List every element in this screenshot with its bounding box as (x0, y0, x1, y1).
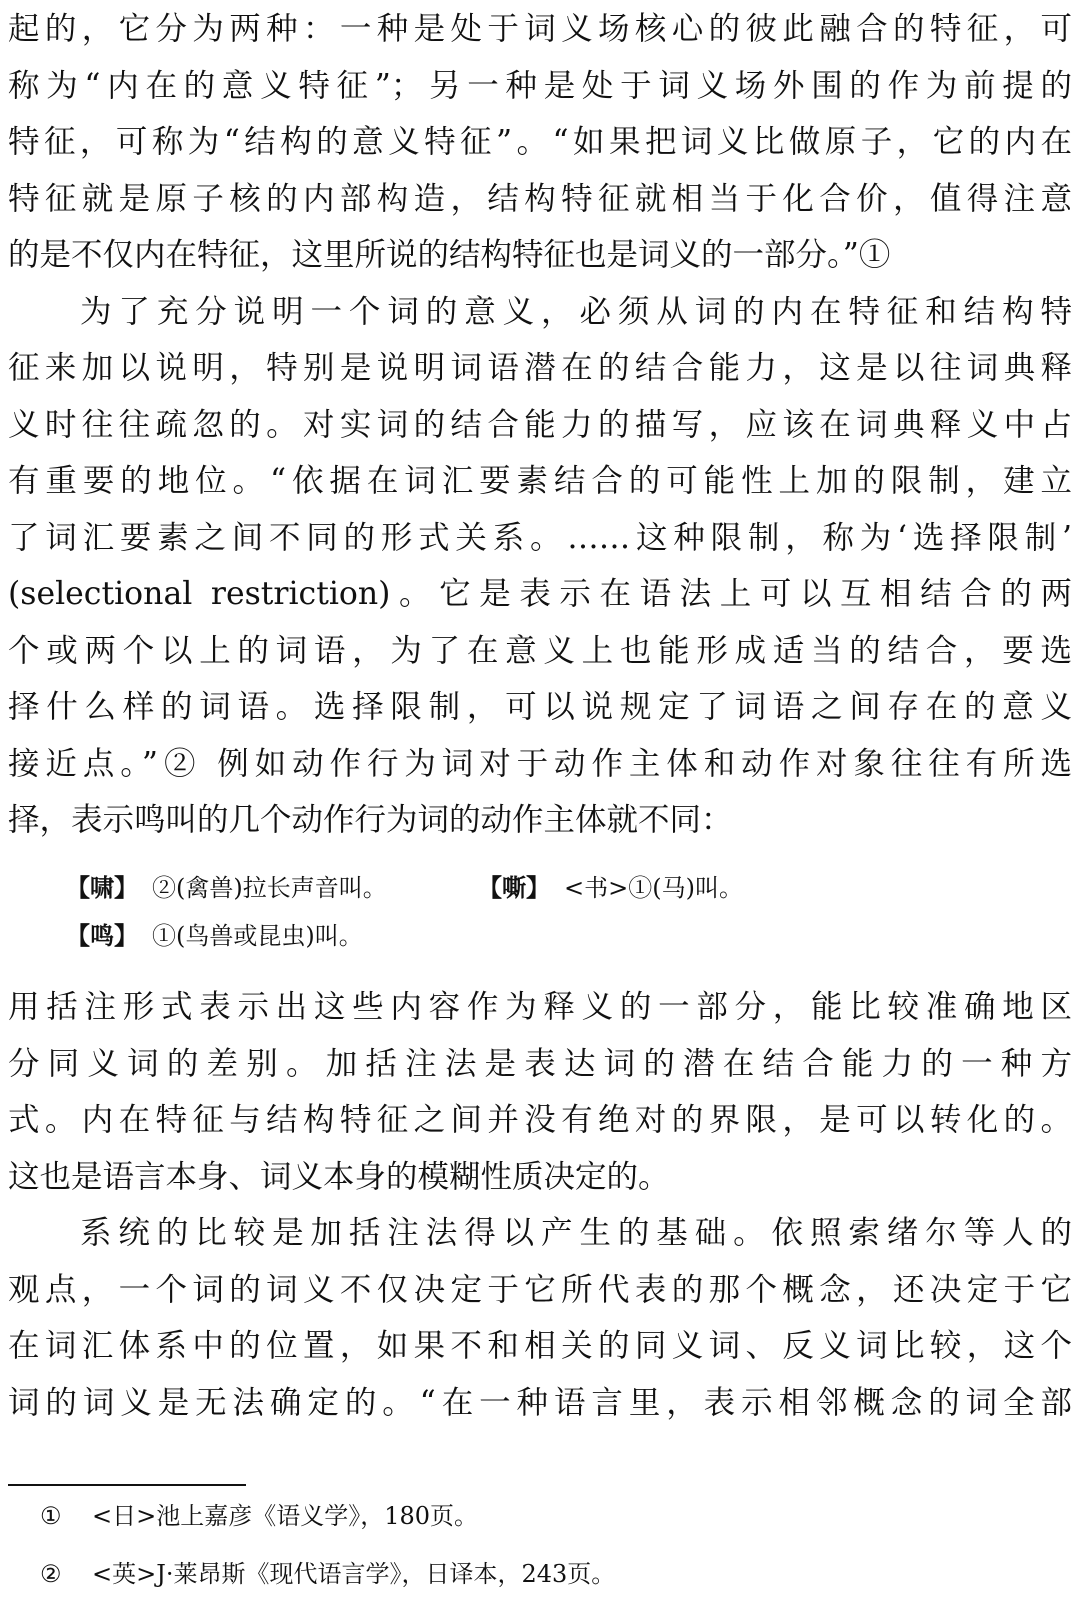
text-line: 在词汇体系中的位置，如果不和相关的同义词、反义词比较，这个 (8, 1328, 1072, 1364)
text-line: (selectional restriction)。它是表示在语法上可以互相结合的两 (8, 576, 1072, 612)
text-line: 称为“内在的意义特征”；另一种是处于词义场外围的作为前提的 (8, 68, 1072, 104)
text-line: 起的，它分为两种：一种是处于词义场核心的彼此融合的特征，可 (8, 11, 1072, 47)
dictionary-entry (66, 868, 387, 908)
text-line: 这也是语言本身、词义本身的模糊性质决定的。 (8, 1159, 670, 1195)
text-line: 接近点。”② 例如动作行为词对于动作主体和动作对象往往有所选 (8, 746, 1072, 782)
footnote-marker: ① (40, 1502, 62, 1530)
text-line: 词的词义是无法确定的。“在一种语言里，表示相邻概念的词全部 (8, 1385, 1072, 1421)
footnote-text: <英>J·莱昂斯《现代语言学》，日译本，243页。 (92, 1560, 616, 1588)
text-line: 择，表示鸣叫的几个动作行为词的动作主体就不同： (8, 802, 733, 838)
text-line: 征来加以说明，特别是说明词语潜在的结合能力，这是以往词典释 (8, 350, 1072, 386)
text-line: 特征就是原子核的内部构造，结构特征就相当于化合价，值得注意 (8, 181, 1072, 217)
entry-headword: 【鸣】 (66, 921, 138, 950)
text-line: 个或两个以上的词语，为了在意义上也能形成适当的结合，要选 (8, 633, 1072, 669)
text-line: 分同义词的差别。加括注法是表达词的潜在结合能力的一种方 (8, 1046, 1072, 1082)
text-line: 了词汇要素之间不同的形式关系。……这种限制，称为‘选择限制’ (8, 520, 1072, 556)
text-line: 为了充分说明一个词的意义，必须从词的内在特征和结构特 (80, 294, 1072, 330)
text-line: 择什么样的词语。选择限制，可以说规定了词语之间存在的意义 (8, 689, 1072, 725)
dictionary-entry (66, 916, 363, 956)
text-line: 特征，可称为“结构的意义特征”。“如果把词义比做原子，它的内在 (8, 124, 1072, 160)
entry-headword: 【嘶】 (478, 873, 550, 902)
text-line: 观点，一个词的词义不仅决定于它所代表的那个概念，还决定于它 (8, 1272, 1072, 1308)
entry-headword: 【啸】 (66, 873, 138, 902)
dictionary-entry (478, 868, 743, 908)
entry-definition: ②(禽兽)拉长声音叫。 (152, 874, 387, 902)
entry-definition: <书>①(马)叫。 (564, 874, 743, 902)
text-line: 式。内在特征与结构特征之间并没有绝对的界限，是可以转化的。 (8, 1102, 1072, 1138)
footnote (40, 1497, 478, 1535)
footnote-marker: ② (40, 1560, 62, 1588)
text-line: 用括注形式表示出这些内容作为释义的一部分，能比较准确地区 (8, 989, 1072, 1025)
text-line: 系统的比较是加括注法得以产生的基础。依照索绪尔等人的 (80, 1215, 1072, 1251)
text-line: 义时往往疏忽的。对实词的结合能力的描写，应该在词典释义中占 (8, 407, 1072, 443)
text-line: 的是不仅内在特征，这里所说的结构特征也是词义的一部分。”① (8, 237, 891, 273)
footnote (40, 1555, 615, 1593)
footnote-text: <日>池上嘉彦《语义学》，180页。 (92, 1502, 479, 1530)
entry-definition: ①(鸟兽或昆虫)叫。 (152, 922, 363, 950)
text-line: 有重要的地位。“依据在词汇要素结合的可能性上加的限制，建立 (8, 463, 1072, 499)
footnote-divider (8, 1484, 246, 1486)
